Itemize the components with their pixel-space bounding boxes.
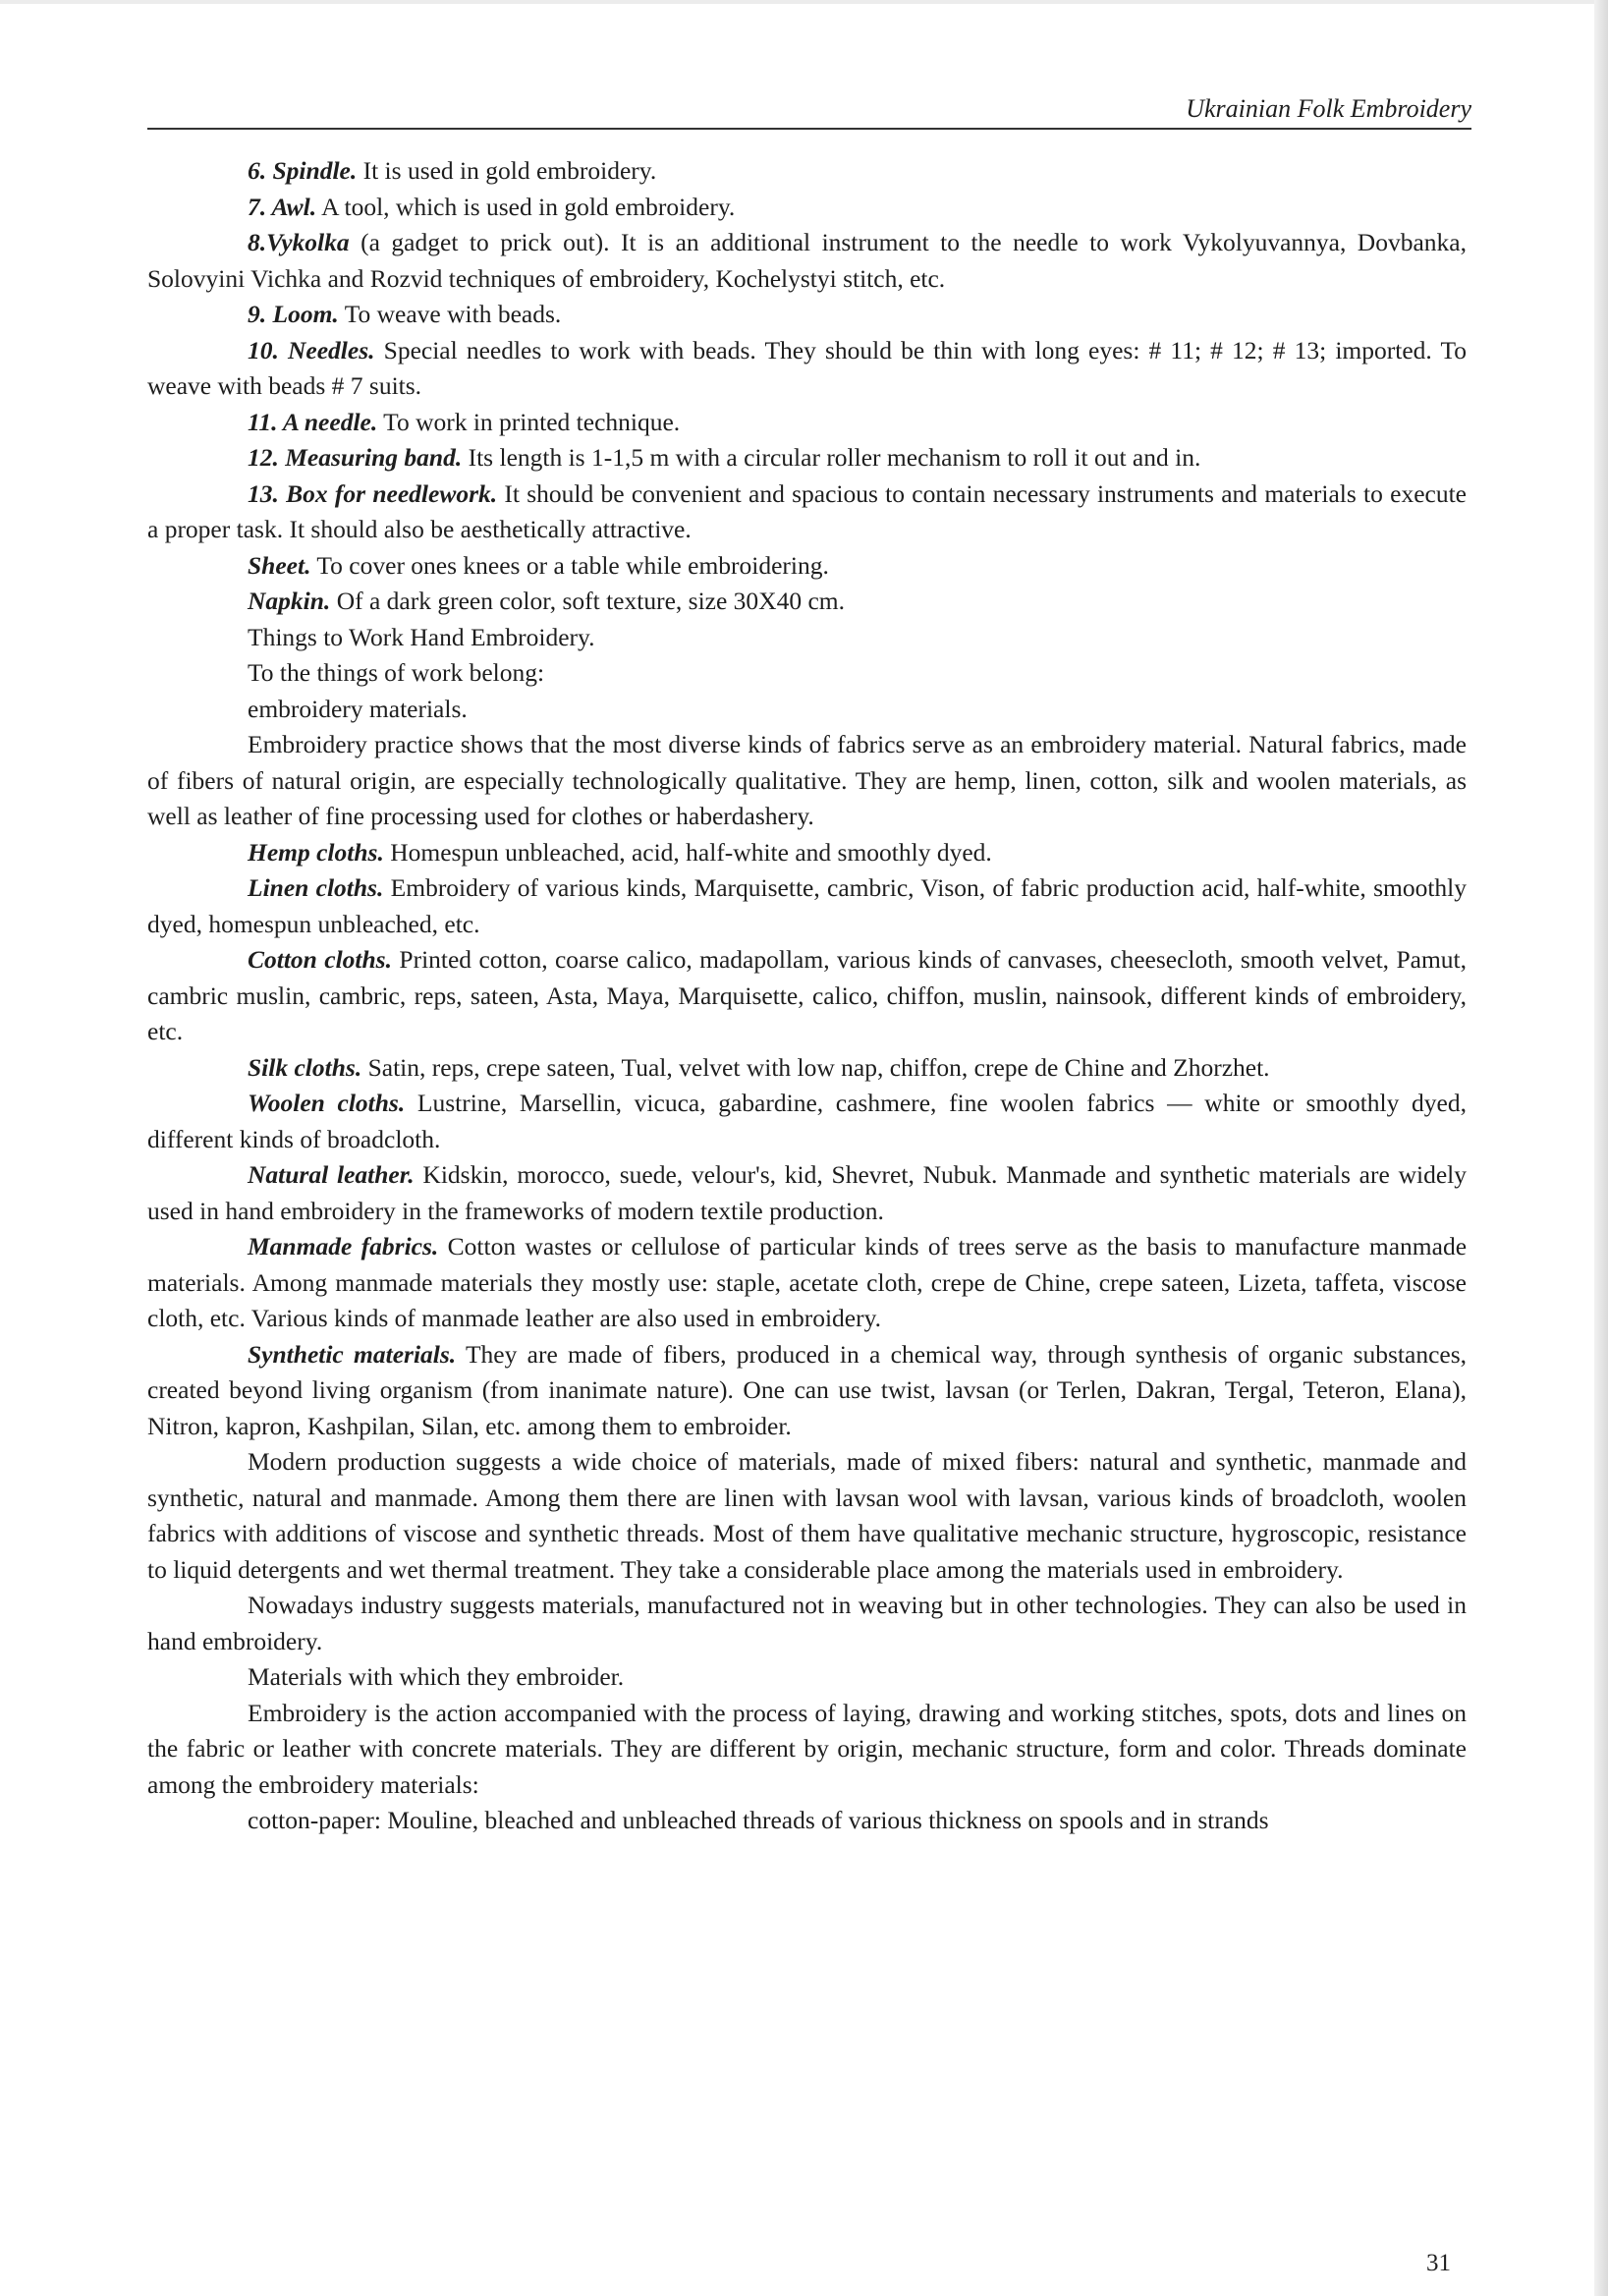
paragraph-term: Silk cloths. bbox=[248, 1052, 362, 1082]
paragraph-term: 12. Measuring band. bbox=[248, 443, 463, 472]
paragraph-text: Materials with which they embroider. bbox=[248, 1662, 625, 1691]
paragraph-term: 10. Needles. bbox=[248, 335, 375, 364]
paragraph-text: embroidery materials. bbox=[248, 694, 468, 723]
paragraph-text: Printed cotton, coarse calico, madapollam, various kinds of canvases, cheesecloth, smooth velvet, Pamut, cambric muslin, cambric, reps, sateen, Asta, Maya, Marquisette, calico, chiffon, muslin, nainsook, different kinds of embroidery, etc. bbox=[147, 945, 1468, 1045]
paragraph-text: Cotton wastes or cellulose of particular kinds of trees serve as the basis to manufacture manmade materials. Among manmade materials they mostly use: staple, acetate cloth, crepe de Chine, crepe sateen, Lizeta, taffeta, viscose cloth, etc. Various kinds of manmade leather are also used in embroidery. bbox=[147, 1232, 1468, 1332]
paragraph bbox=[147, 584, 1467, 620]
paragraph bbox=[147, 1157, 1467, 1229]
paragraph bbox=[147, 1337, 1467, 1445]
paragraph bbox=[147, 1659, 1467, 1696]
paragraph bbox=[147, 405, 1467, 441]
paragraph bbox=[147, 1588, 1467, 1659]
paragraph-text: Embroidery is the action accompanied with the process of laying, drawing and working stitches, spots, dots and lines on the fabric or leather with concrete materials. They are different by origin, mechanic structure, form and color. Threads dominate among the embroidery materials: bbox=[147, 1698, 1467, 1799]
paragraph-text: Satin, reps, crepe sateen, Tual, velvet with low nap, chiffon, crepe de Chine and Zhorzhet. bbox=[361, 1052, 1270, 1082]
paragraph-text: Modern production suggests a wide choice of materials, made of mixed fibers: natural and synthetic, manmade and synthetic, natural and manmade. Among them there are linen with lavsan wool with lavsan, various kinds of broadcloth, woolen fabrics with additions of viscose and synthetic threads. Most of them have qualitative mechanic structure, hygroscopic, resistance to liquid detergents and wet thermal treatment. They take a considerable place among the materials used in embroidery. bbox=[147, 1447, 1467, 1584]
page-number: 31 bbox=[1426, 2250, 1451, 2276]
paragraph-term: 6. Spindle. bbox=[248, 156, 358, 185]
paragraph-term: Cotton cloths. bbox=[248, 945, 392, 974]
paragraph bbox=[147, 1444, 1467, 1588]
paragraph bbox=[147, 190, 1467, 226]
paragraph bbox=[147, 440, 1467, 476]
paragraph bbox=[147, 1086, 1467, 1157]
paragraph bbox=[147, 225, 1467, 297]
body-text bbox=[147, 153, 1467, 1839]
scan-top-edge bbox=[0, 0, 1608, 4]
paragraph-text: cotton-paper: Mouline, bleached and unbleached threads of various thickness on spools and in strands bbox=[248, 1806, 1269, 1834]
paragraph-text: Kidskin, morocco, suede, velour's, kid, Shevret, Nubuk. Manmade and synthetic materials are widely used in hand embroidery in the frameworks of modern textile production. bbox=[147, 1160, 1468, 1225]
paragraph-text: Its length is 1-1,5 m with a circular roller mechanism to roll it out and in. bbox=[462, 443, 1201, 472]
paragraph-term: 11. A needle. bbox=[248, 407, 378, 436]
paragraph-term: Sheet. bbox=[248, 550, 311, 580]
paragraph bbox=[147, 297, 1467, 333]
paragraph-text: A tool, which is used in gold embroidery. bbox=[316, 192, 736, 221]
paragraph-term: Napkin. bbox=[248, 587, 331, 615]
paragraph-text: Embroidery of various kinds, Marquisette, cambric, Vison, of fabric production acid, half-white, smoothly dyed, homespun unbleached, etc. bbox=[147, 873, 1467, 938]
paragraph bbox=[147, 548, 1467, 585]
paragraph bbox=[147, 870, 1467, 942]
paragraph-text: (a gadget to prick out). It is an additional instrument to the needle to work Vykolyuvannya, Dovbanka, Solovyini Vichka and Rozvid techniques of embroidery, Kochelystyi stitch, etc. bbox=[147, 228, 1467, 293]
paragraph bbox=[147, 153, 1467, 190]
paragraph-term: Synthetic materials. bbox=[248, 1339, 457, 1369]
running-header bbox=[147, 92, 1471, 130]
paragraph-text: Special needles to work with beads. They should be thin with long eyes: # 11; # 12; # 13; imported. To weave with beads # 7 suits. bbox=[147, 335, 1467, 400]
paragraph-term: Hemp cloths. bbox=[248, 837, 384, 867]
paragraph-term: 8.Vykolka bbox=[248, 228, 350, 256]
paragraph-term: Linen cloths. bbox=[248, 873, 384, 902]
paragraph bbox=[147, 1050, 1467, 1087]
paragraph-text: To weave with beads. bbox=[338, 300, 562, 328]
paragraph bbox=[147, 1696, 1467, 1804]
paragraph-text: They are made of fibers, produced in a chemical way, through synthesis of organic substances, created beyond living organism (from inanimate nature). One can use twist, lavsan (or Terlen, Dakran, Tergal, Teteron, Elana), Nitron, kapron, Kashpilan, Silan, etc. among them to embroider. bbox=[147, 1339, 1468, 1440]
running-title: Ukrainian Folk Embroidery bbox=[1186, 94, 1471, 123]
paragraph bbox=[147, 835, 1467, 871]
paragraph-text: Of a dark green color, soft texture, size 30X40 cm. bbox=[330, 587, 845, 615]
paragraph bbox=[147, 692, 1467, 728]
paragraph-term: Manmade fabrics. bbox=[248, 1232, 439, 1260]
paragraph bbox=[147, 1229, 1467, 1337]
paragraph-term: 7. Awl. bbox=[248, 192, 317, 221]
paragraph bbox=[147, 727, 1467, 835]
paragraph bbox=[147, 476, 1467, 548]
paragraph-text: It should be convenient and spacious to contain necessary instruments and materials to execute a proper task. It should also be aesthetically attractive. bbox=[147, 478, 1468, 543]
paragraph-text: Things to Work Hand Embroidery. bbox=[248, 622, 595, 651]
paragraph-term: 9. Loom. bbox=[248, 300, 339, 328]
paragraph-text: Lustrine, Marsellin, vicuca, gabardine, cashmere, fine woolen fabrics — white or smoothly dyed, different kinds of broadcloth. bbox=[147, 1089, 1467, 1153]
paragraph-text: Homespun unbleached, acid, half-white and smoothly dyed. bbox=[383, 837, 992, 867]
paragraph bbox=[147, 942, 1467, 1050]
paragraph bbox=[147, 620, 1467, 656]
paragraph-text: Nowadays industry suggests materials, manufactured not in weaving but in other technologies. They can also be used in hand embroidery. bbox=[147, 1591, 1467, 1655]
paragraph-text: To work in printed technique. bbox=[377, 407, 681, 436]
paragraph-text: To the things of work belong: bbox=[248, 658, 545, 687]
paragraph-text: Embroidery practice shows that the most diverse kinds of fabrics serve as an embroidery material. Natural fabrics, made of fibers of natural origin, are especially technologically qualitative. They are hemp, linen, cotton, silk and woolen materials, as well as leather of fine processing used for clothes or haberdashery. bbox=[147, 730, 1467, 830]
paragraph bbox=[147, 1803, 1467, 1839]
paragraph-text: To cover ones knees or a table while embroidering. bbox=[310, 550, 829, 580]
paragraph bbox=[147, 655, 1467, 692]
paragraph-text: It is used in gold embroidery. bbox=[357, 156, 657, 185]
paragraph-term: Woolen cloths. bbox=[248, 1089, 406, 1117]
paragraph-term: Natural leather. bbox=[248, 1160, 415, 1189]
scan-right-edge bbox=[1594, 0, 1608, 2296]
paragraph bbox=[147, 333, 1467, 405]
paragraph-term: 13. Box for needlework. bbox=[248, 478, 498, 508]
